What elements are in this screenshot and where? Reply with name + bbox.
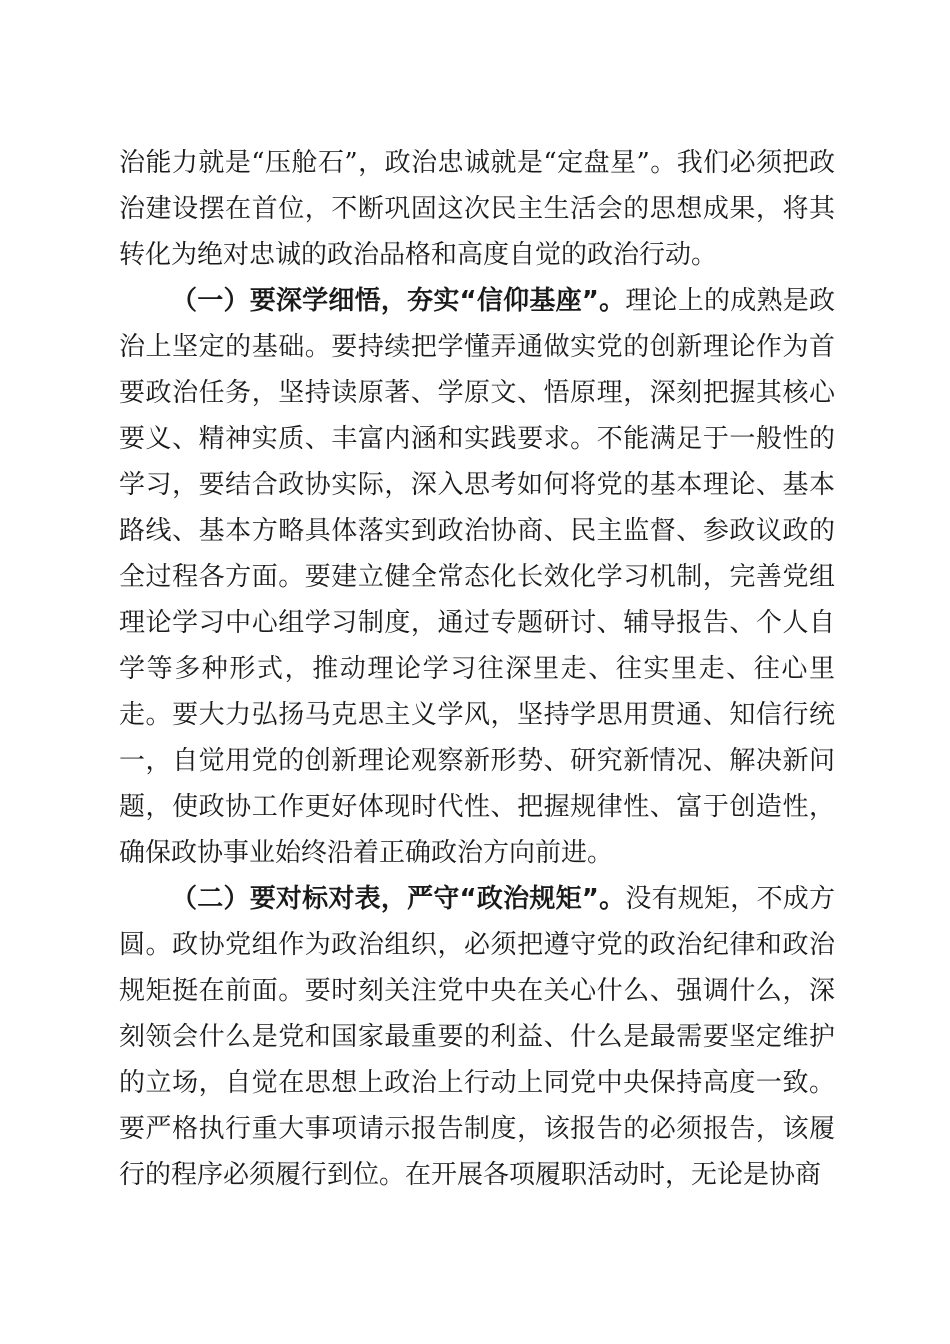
section-heading-2: （二）要对标对表，严守“政治规矩”。 [171, 884, 626, 914]
paragraph-intro [119, 140, 835, 278]
paragraph-section-2 [119, 876, 835, 1198]
paragraph-section-1 [119, 278, 835, 876]
section-heading-1: （一）要深学细悟，夯实“信仰基座”。 [171, 286, 626, 316]
document-body [119, 140, 835, 1198]
paragraph-text: 没有规矩，不成方圆。政协党组作为政治组织，必须把遵守党的政治纪律和政治规矩挺在前面。要时刻关注党中央在关心什么、强调什么，深刻领会什么是党和国家最重要的利益、什么是最需要坚定维护的立场，自觉在思想上政治上行动上同党中央保持高度一致。要严格执行重大事项请示报告制度，该报告的必须报告，该履行的程序必须履行到位。在开展各项履职活动时，无论是协商 [119, 884, 835, 1190]
paragraph-text: 治能力就是“压舱石”，政治忠诚就是“定盘星”。我们必须把政治建设摆在首位，不断巩固这次民主生活会的思想成果，将其转化为绝对忠诚的政治品格和高度自觉的政治行动。 [119, 148, 835, 270]
paragraph-text: 理论上的成熟是政治上坚定的基础。要持续把学懂弄通做实党的创新理论作为首要政治任务，坚持读原著、学原文、悟原理，深刻把握其核心要义、精神实质、丰富内涵和实践要求。不能满足于一般性的学习，要结合政协实际，深入思考如何将党的基本理论、基本路线、基本方略具体落实到政治协商、民主监督、参政议政的全过程各方面。要建立健全常态化长效化学习机制，完善党组理论学习中心组学习制度，通过专题研讨、辅导报告、个人自学等多种形式，推动理论学习往深里走、往实里走、往心里走。要大力弘扬马克思主义学风，坚持学思用贯通、知信行统一，自觉用党的创新理论观察新形势、研究新情况、解决新问题，使政协工作更好体现时代性、把握规律性、富于创造性，确保政协事业始终沿着正确政治方向前进。 [119, 286, 835, 868]
